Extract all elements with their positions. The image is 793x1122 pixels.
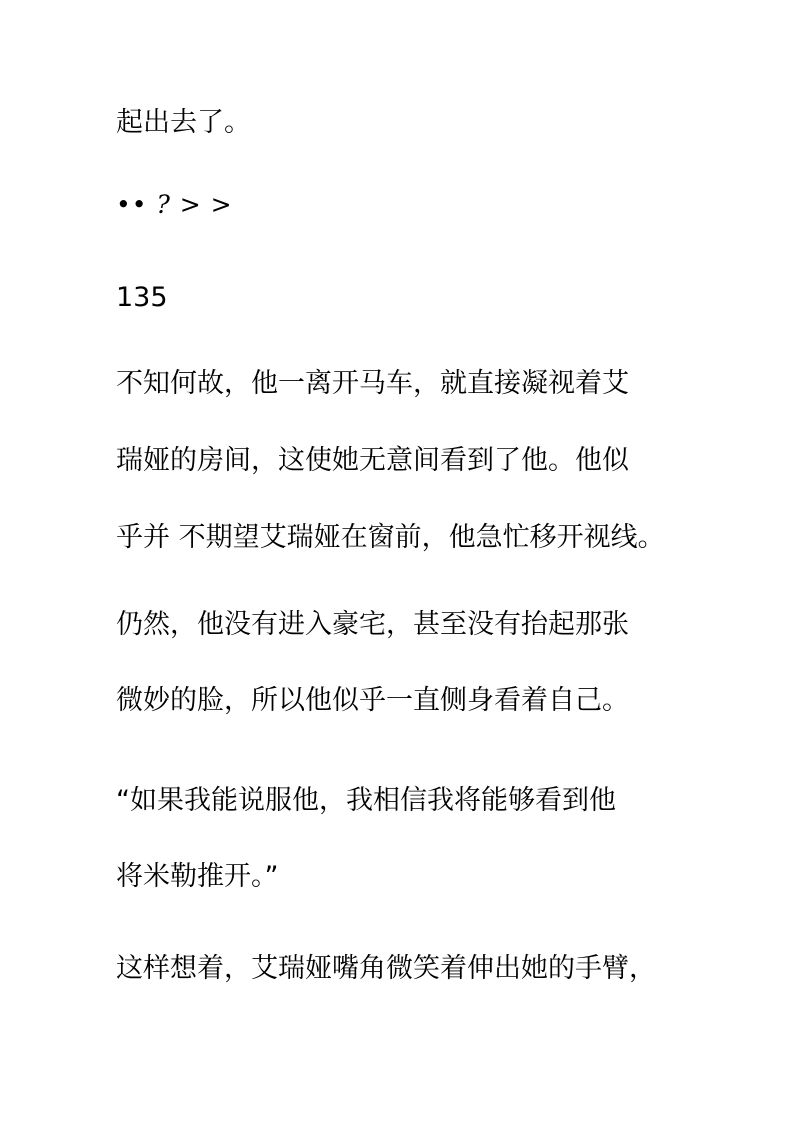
chapter-number: 135 (116, 282, 168, 313)
text-line-10: 将米勒推开。” (116, 861, 279, 892)
text-line-4: 不知何故，他一离开马车，就直接凝视着艾 (116, 368, 629, 399)
text-line-5: 瑞娅的房间，这使她无意间看到了他。他似 (116, 445, 629, 476)
text-line-6: 乎并 不期望艾瑞娅在窗前，他急忙移开视线。 (116, 522, 665, 553)
text-line-11: 这样想着，艾瑞娅嘴角微笑着伸出她的手臂， (116, 953, 656, 984)
text-line-9: “如果我能说服他，我相信我将能够看到他 (116, 785, 616, 816)
text-line-1: 起出去了。 (116, 107, 251, 138)
scene-break-marker: •• ? > > (116, 190, 233, 219)
text-line-8: 微妙的脸，所以他似乎一直侧身看着自己。 (116, 685, 629, 716)
text-line-7: 仍然，他没有进入豪宅，甚至没有抬起那张 (116, 609, 629, 640)
